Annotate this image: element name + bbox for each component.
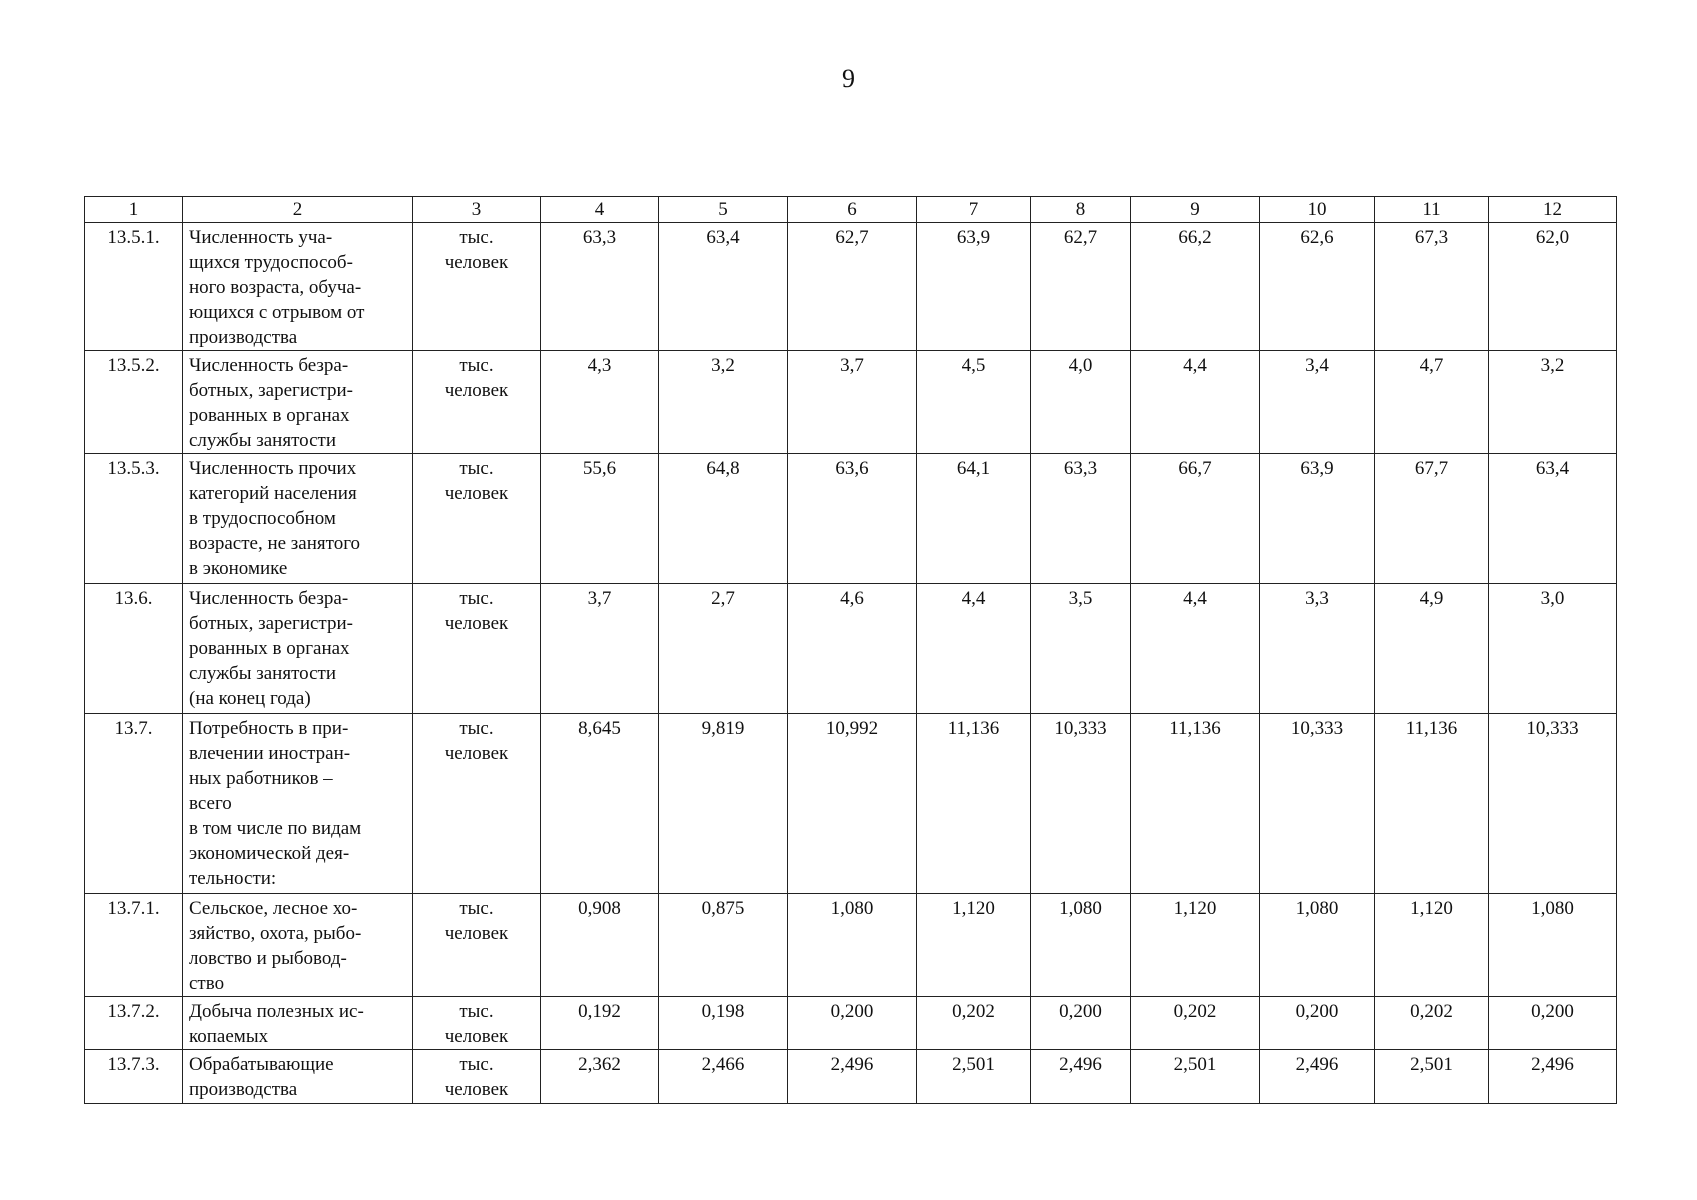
value-cell: 63,9 [1260, 454, 1375, 584]
value-cell: 3,4 [1260, 351, 1375, 454]
value-cell: 63,3 [541, 223, 659, 351]
indicator-name-line: Добыча полезных ис- [189, 1001, 364, 1022]
column-number: 1 [85, 197, 183, 223]
unit-line: тыс. [459, 1001, 494, 1022]
value-cell: 62,6 [1260, 223, 1375, 351]
indicator-name-line: ботных, зарегистри- [189, 380, 353, 401]
row-code: 13.5.2. [85, 351, 183, 454]
indicator-name-line: возрасте, не занятого [189, 533, 361, 554]
value-cell: 4,6 [788, 584, 917, 714]
value-cell: 2,501 [917, 1050, 1031, 1104]
indicator-name-line: службы занятости [189, 430, 336, 451]
indicator-name [183, 351, 413, 454]
indicator-name [183, 584, 413, 714]
value-cell: 64,1 [917, 454, 1031, 584]
value-cell: 8,645 [541, 714, 659, 894]
table-row [85, 223, 1617, 351]
unit-line: человек [444, 613, 509, 634]
indicator-name [183, 1050, 413, 1104]
value-cell: 55,6 [541, 454, 659, 584]
value-cell: 3,2 [1489, 351, 1617, 454]
indicator-name-line: рованных в органах [189, 405, 350, 426]
value-cell: 62,0 [1489, 223, 1617, 351]
column-number: 4 [541, 197, 659, 223]
indicator-name-line: экономической дея- [189, 843, 350, 864]
indicator-name-line: производства [189, 327, 298, 348]
value-cell: 62,7 [1031, 223, 1131, 351]
indicator-name-line: Численность прочих [189, 458, 357, 479]
unit-line: человек [444, 1026, 509, 1047]
indicator-name [183, 454, 413, 584]
indicator-name-line: ловство и рыбовод- [189, 948, 347, 969]
value-cell: 0,908 [541, 894, 659, 997]
unit-line: человек [444, 743, 509, 764]
value-cell: 0,200 [1489, 997, 1617, 1050]
indicator-name-line: в экономике [189, 558, 288, 579]
unit-line: тыс. [459, 355, 494, 376]
unit-of-measure [413, 714, 541, 894]
unit-line: тыс. [459, 718, 494, 739]
statistics-table [84, 196, 1617, 1104]
value-cell: 9,819 [659, 714, 788, 894]
row-code: 13.5.3. [85, 454, 183, 584]
indicator-name-line: категорий населения [189, 483, 357, 504]
value-cell: 1,120 [917, 894, 1031, 997]
indicator-name-line: Обрабатывающие [189, 1054, 334, 1075]
row-code: 13.7. [85, 714, 183, 894]
column-number: 3 [413, 197, 541, 223]
value-cell: 2,496 [788, 1050, 917, 1104]
unit-line: человек [444, 380, 509, 401]
value-cell: 1,080 [1489, 894, 1617, 997]
row-code: 13.5.1. [85, 223, 183, 351]
value-cell: 67,7 [1375, 454, 1489, 584]
value-cell: 2,496 [1260, 1050, 1375, 1104]
value-cell: 4,4 [1131, 351, 1260, 454]
value-cell: 10,333 [1031, 714, 1131, 894]
column-number: 5 [659, 197, 788, 223]
column-number: 6 [788, 197, 917, 223]
value-cell: 63,4 [1489, 454, 1617, 584]
unit-line: тыс. [459, 898, 494, 919]
value-cell: 63,3 [1031, 454, 1131, 584]
indicator-name-line: службы занятости [189, 663, 336, 684]
value-cell: 2,501 [1131, 1050, 1260, 1104]
unit-of-measure [413, 584, 541, 714]
page-number: 9 [842, 64, 855, 93]
indicator-name-line: в трудоспособном [189, 508, 336, 529]
table-row [85, 1050, 1617, 1104]
unit-line: тыс. [459, 588, 494, 609]
column-number: 2 [183, 197, 413, 223]
value-cell: 64,8 [659, 454, 788, 584]
value-cell: 11,136 [1375, 714, 1489, 894]
value-cell: 2,7 [659, 584, 788, 714]
value-cell: 10,333 [1260, 714, 1375, 894]
value-cell: 4,4 [917, 584, 1031, 714]
indicator-name-line: Численность безра- [189, 588, 349, 609]
indicator-name [183, 894, 413, 997]
unit-line: человек [444, 483, 509, 504]
indicator-name-line: ющихся с отрывом от [189, 302, 365, 323]
column-number: 9 [1131, 197, 1260, 223]
unit-of-measure [413, 997, 541, 1050]
indicator-name-line: всего [189, 793, 232, 814]
value-cell: 0,192 [541, 997, 659, 1050]
value-cell: 0,200 [1260, 997, 1375, 1050]
value-cell: 67,3 [1375, 223, 1489, 351]
row-code: 13.7.1. [85, 894, 183, 997]
column-number: 10 [1260, 197, 1375, 223]
indicator-name-line: в том числе по видам [189, 818, 362, 839]
unit-of-measure [413, 223, 541, 351]
value-cell: 11,136 [917, 714, 1031, 894]
indicator-name-line: (на конец года) [189, 688, 311, 709]
unit-line: человек [444, 923, 509, 944]
value-cell: 3,5 [1031, 584, 1131, 714]
row-code: 13.7.2. [85, 997, 183, 1050]
value-cell: 0,200 [1031, 997, 1131, 1050]
value-cell: 3,0 [1489, 584, 1617, 714]
column-number: 12 [1489, 197, 1617, 223]
indicator-name-line: ботных, зарегистри- [189, 613, 353, 634]
value-cell: 2,362 [541, 1050, 659, 1104]
value-cell: 4,9 [1375, 584, 1489, 714]
value-cell: 2,496 [1489, 1050, 1617, 1104]
value-cell: 4,0 [1031, 351, 1131, 454]
indicator-name [183, 223, 413, 351]
indicator-name-line: влечении иностран- [189, 743, 351, 764]
value-cell: 11,136 [1131, 714, 1260, 894]
indicator-name-line: Численность безра- [189, 355, 349, 376]
indicator-name-line: щихся трудоспособ- [189, 252, 353, 273]
table-row [85, 351, 1617, 454]
value-cell: 10,992 [788, 714, 917, 894]
unit-line: человек [444, 1079, 509, 1100]
indicator-name-line: Сельское, лесное хо- [189, 898, 358, 919]
indicator-name [183, 714, 413, 894]
value-cell: 0,200 [788, 997, 917, 1050]
indicator-name-line: рованных в органах [189, 638, 350, 659]
indicator-name [183, 997, 413, 1050]
column-number: 8 [1031, 197, 1131, 223]
row-code: 13.6. [85, 584, 183, 714]
value-cell: 2,496 [1031, 1050, 1131, 1104]
value-cell: 3,3 [1260, 584, 1375, 714]
table-row [85, 997, 1617, 1050]
value-cell: 63,4 [659, 223, 788, 351]
value-cell: 2,466 [659, 1050, 788, 1104]
value-cell: 62,7 [788, 223, 917, 351]
indicator-name-line: ных работников – [189, 768, 333, 789]
value-cell: 63,9 [917, 223, 1031, 351]
value-cell: 1,120 [1375, 894, 1489, 997]
value-cell: 0,202 [1131, 997, 1260, 1050]
value-cell: 1,080 [788, 894, 917, 997]
unit-of-measure [413, 894, 541, 997]
value-cell: 1,080 [1031, 894, 1131, 997]
value-cell: 10,333 [1489, 714, 1617, 894]
value-cell: 63,6 [788, 454, 917, 584]
value-cell: 4,4 [1131, 584, 1260, 714]
indicator-name-line: производства [189, 1079, 298, 1100]
value-cell: 1,080 [1260, 894, 1375, 997]
indicator-name-line: ство [189, 973, 225, 994]
header-row [85, 197, 1617, 223]
indicator-name-line: зяйство, охота, рыбо- [189, 923, 362, 944]
value-cell: 3,7 [541, 584, 659, 714]
value-cell: 4,3 [541, 351, 659, 454]
table-row [85, 894, 1617, 997]
indicator-name-line: Численность уча- [189, 227, 333, 248]
table-row [85, 714, 1617, 894]
table-row [85, 454, 1617, 584]
table-row [85, 584, 1617, 714]
column-number: 11 [1375, 197, 1489, 223]
indicator-name-line: копаемых [189, 1026, 269, 1047]
value-cell: 0,202 [1375, 997, 1489, 1050]
value-cell: 0,875 [659, 894, 788, 997]
value-cell: 3,7 [788, 351, 917, 454]
unit-line: человек [444, 252, 509, 273]
indicator-name-line: тельности: [189, 868, 277, 889]
unit-of-measure [413, 1050, 541, 1104]
unit-line: тыс. [459, 227, 494, 248]
column-number: 7 [917, 197, 1031, 223]
value-cell: 0,198 [659, 997, 788, 1050]
unit-of-measure [413, 351, 541, 454]
value-cell: 1,120 [1131, 894, 1260, 997]
value-cell: 4,7 [1375, 351, 1489, 454]
value-cell: 3,2 [659, 351, 788, 454]
row-code: 13.7.3. [85, 1050, 183, 1104]
value-cell: 4,5 [917, 351, 1031, 454]
indicator-name-line: ного возраста, обуча- [189, 277, 362, 298]
value-cell: 66,2 [1131, 223, 1260, 351]
value-cell: 2,501 [1375, 1050, 1489, 1104]
value-cell: 66,7 [1131, 454, 1260, 584]
indicator-name-line: Потребность в при- [189, 718, 349, 739]
value-cell: 0,202 [917, 997, 1031, 1050]
unit-line: тыс. [459, 1054, 494, 1075]
unit-of-measure [413, 454, 541, 584]
unit-line: тыс. [459, 458, 494, 479]
